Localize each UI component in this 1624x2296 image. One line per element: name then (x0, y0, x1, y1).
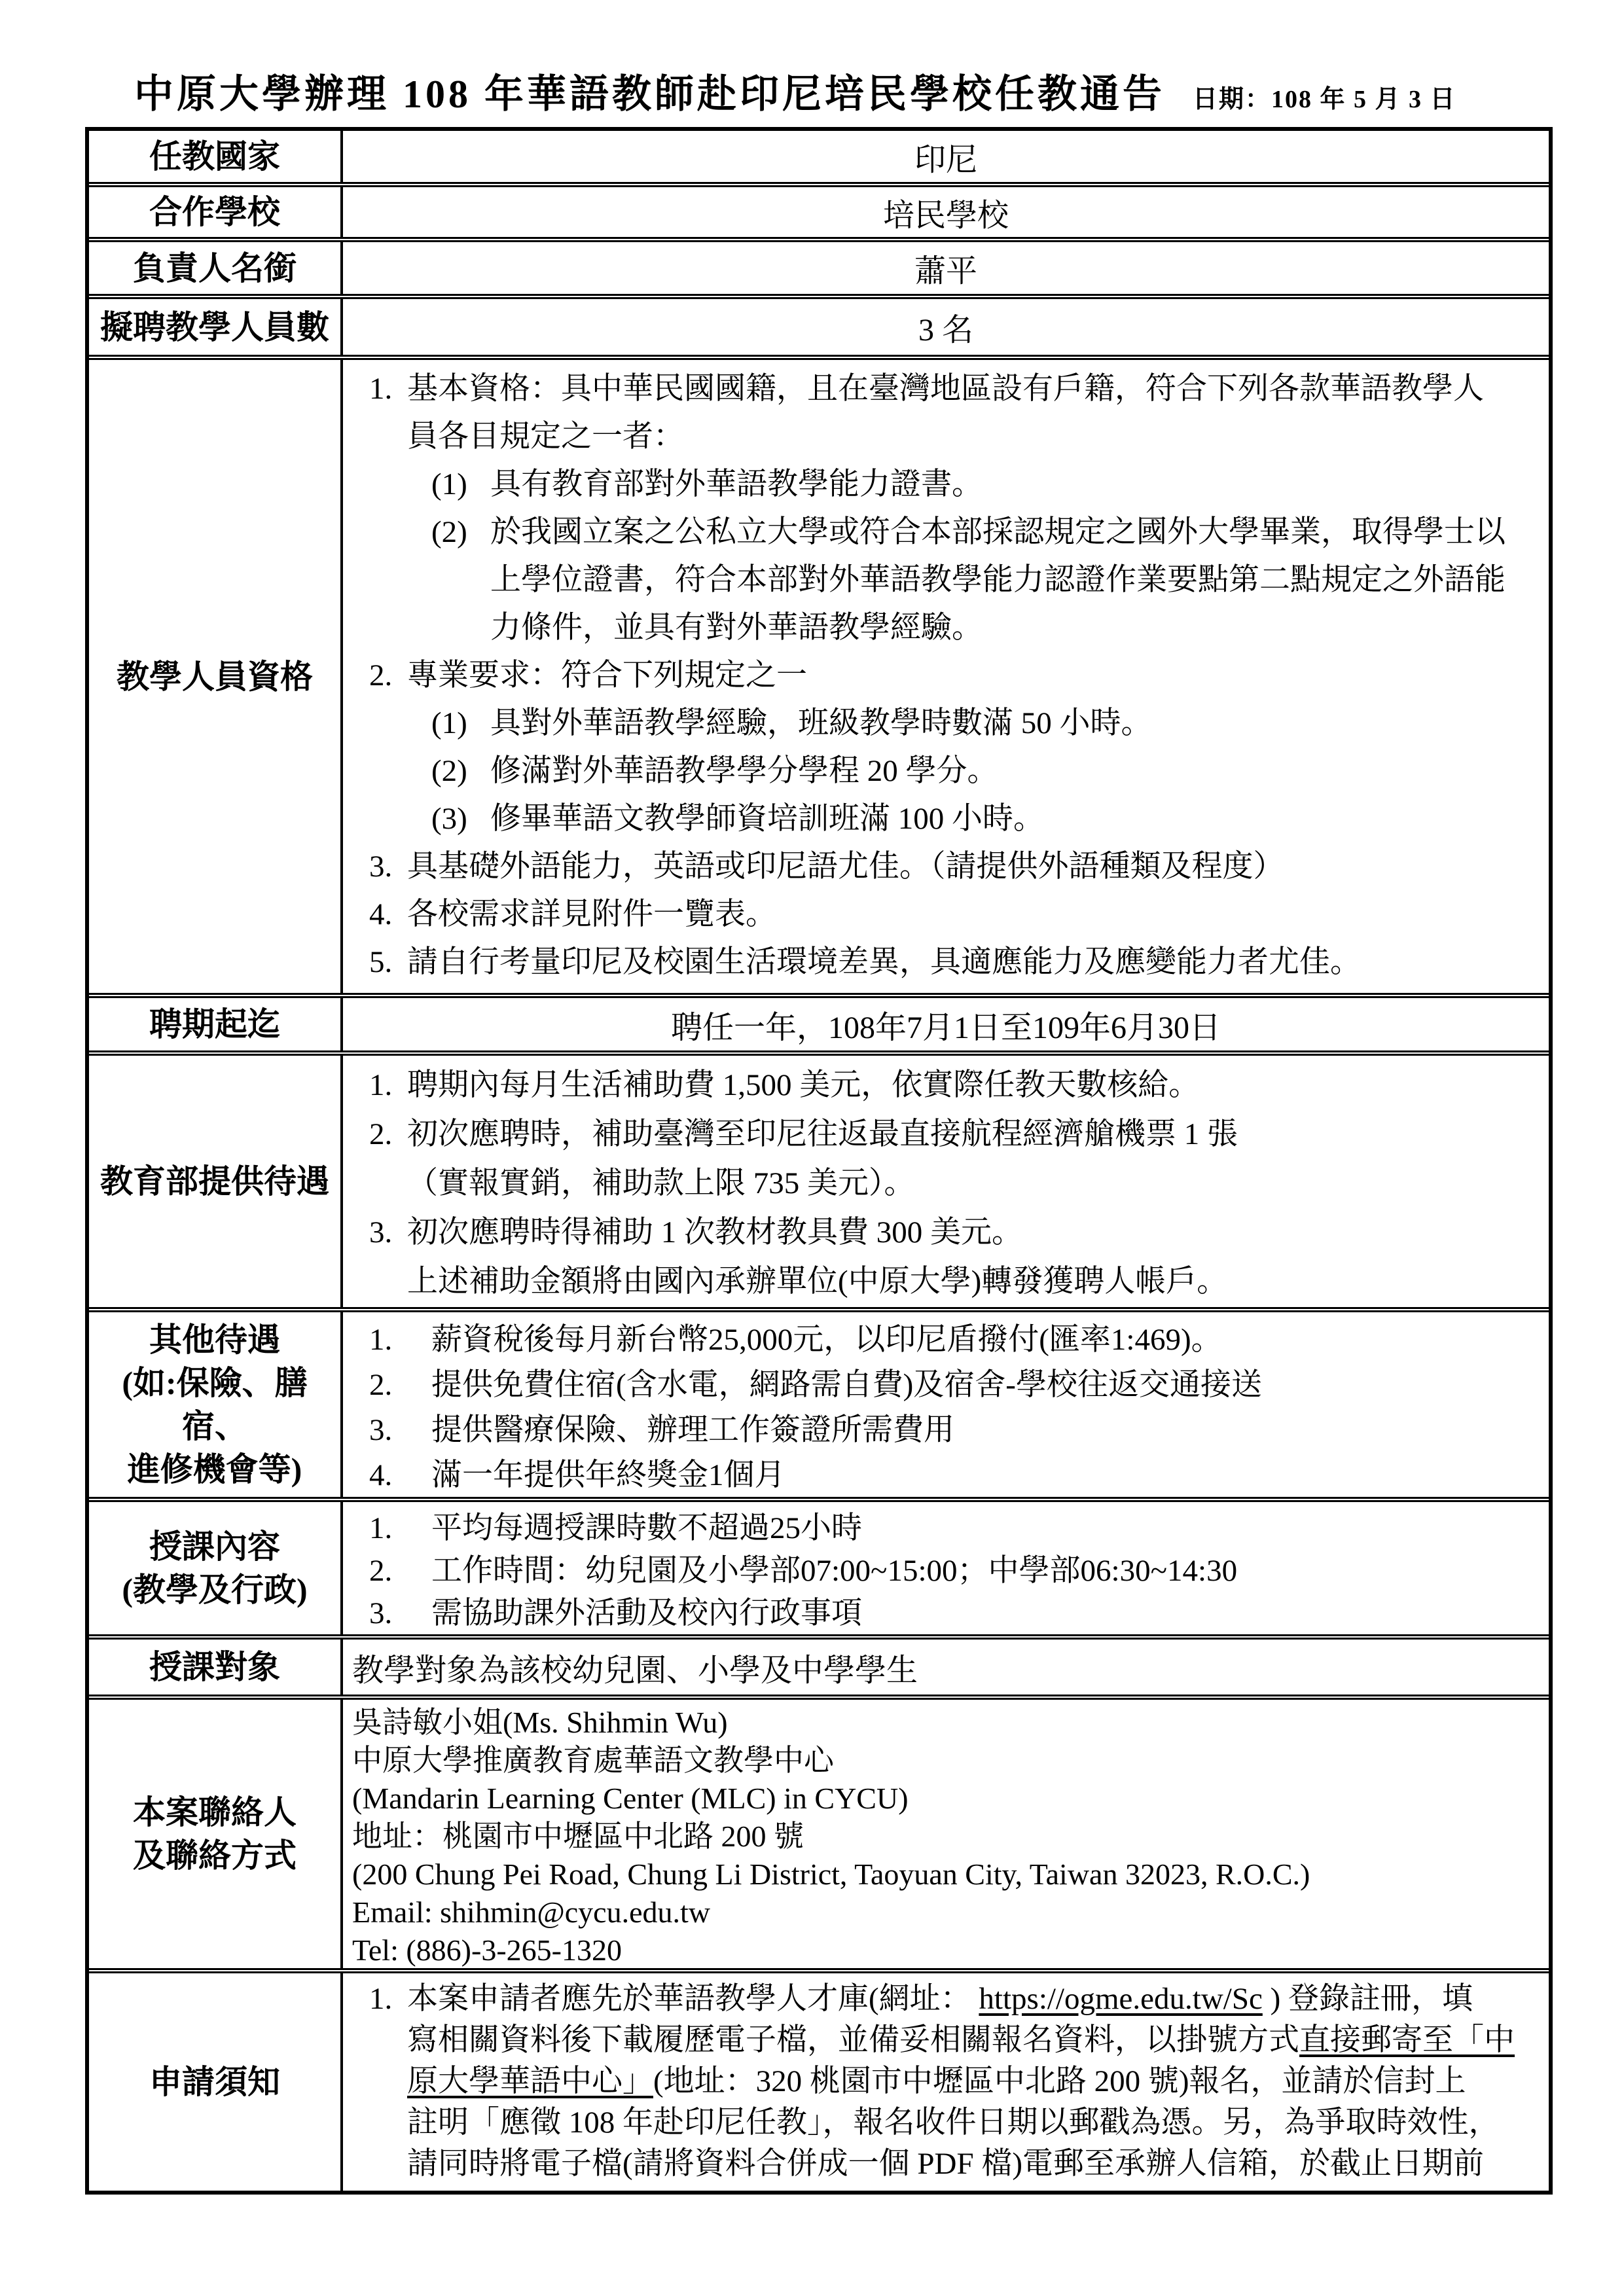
list-item-number: 1. (369, 1982, 393, 2016)
list-line (369, 1257, 1540, 1306)
list-item-text (431, 1507, 1540, 1550)
document-date: 日期：108 年 5 月 3 日 (1193, 86, 1456, 113)
table-row-headcount (89, 299, 1549, 360)
list-line (369, 1061, 1540, 1110)
text-segment: 具基礎外語能力，英語或印尼語尤佳。（請提供外語種類及程度） (407, 850, 1284, 884)
contact-line: Email: shihmin@cycu.edu.tw (352, 1895, 710, 1929)
row-label-application (89, 1973, 343, 2191)
table-row-country (89, 131, 1549, 187)
row-label-line: 及聯絡方式 (133, 1837, 297, 1874)
text-segment: 工作時間：幼兒園及小學部07:00~15:00；中學部06:30~14:30 (431, 1554, 1238, 1588)
list-line (369, 1110, 1540, 1159)
list-line (369, 1363, 1540, 1408)
list-line (369, 2102, 1540, 2144)
list-item-number: 3. (369, 1596, 393, 1630)
row-label-teaching-content (89, 1502, 343, 1634)
list-line (369, 795, 1540, 843)
row-label-line: (如:保險、膳宿、 (122, 1365, 308, 1444)
table-row-moe-benefits (89, 1056, 1549, 1312)
list-item-text (407, 1159, 1540, 1208)
row-label-school (89, 187, 343, 237)
text-segment: 修畢華語文教學師資培訓班滿 100 小時。 (490, 802, 1044, 836)
list-line (369, 747, 1540, 795)
list-item-number: 5. (369, 945, 393, 979)
list-item-text (407, 1208, 1540, 1257)
list-item-text (407, 652, 1540, 700)
list-item-number (431, 556, 490, 604)
row-label-period (89, 998, 343, 1050)
list-item-number: 2. (369, 658, 393, 692)
row-value: 3 名 (918, 313, 973, 348)
contact-line: (Mandarin Learning Center (MLC) in CYCU) (352, 1782, 909, 1815)
text-segment: 聘期內每月生活補助費 1,500 美元，依實際任教天數核給。 (407, 1068, 1200, 1102)
list-item-text (407, 2020, 1540, 2061)
list-line (369, 1507, 1540, 1550)
contact-line: 中原大學推廣教育處華語文教學中心 (352, 1744, 834, 1777)
list-item-text (407, 1061, 1540, 1110)
table-row-students (89, 1640, 1549, 1700)
row-content-other-benefits (343, 1312, 1549, 1497)
list-item-number: 1. (369, 1068, 393, 1102)
row-label-other-benefits (89, 1312, 343, 1497)
table-row-other-benefits (89, 1312, 1549, 1502)
list-item-number: 3. (369, 1413, 393, 1447)
list-item-number: 2. (369, 1368, 393, 1402)
list-item-number: (2) (431, 515, 467, 549)
list-item-text (407, 365, 1540, 413)
text-segment: 基本資格：具中華民國國籍，且在臺灣地區設有戶籍，符合下列各款華語教學人 (407, 372, 1484, 406)
table-row-qualifications (89, 360, 1549, 998)
table-row-school (89, 187, 1549, 242)
row-label-country (89, 131, 343, 182)
row-value: 教學對象為該校幼兒園、小學及中學學生 (352, 1653, 918, 1688)
list-line (369, 1318, 1540, 1363)
list-item-number: 1. (369, 1511, 393, 1545)
row-content-country (343, 131, 1549, 182)
list-item-number: 1. (369, 1323, 393, 1357)
list-item-number: (1) (431, 706, 467, 740)
row-label-qualifications (89, 360, 343, 993)
list-line (369, 1979, 1540, 2020)
text-segment: 提供免費住宿(含水電，網路需自費)及宿舍-學校往返交通接送 (431, 1368, 1262, 1402)
row-value: 培民學校 (882, 198, 1009, 233)
text-segment: 薪資稅後每月新台幣25,000元，以印尼盾撥付(匯率1:469)。 (431, 1323, 1222, 1357)
list-item-text (490, 795, 1540, 843)
list-item-text (431, 1550, 1540, 1592)
list-line (369, 891, 1540, 939)
list-item-number (369, 2020, 407, 2061)
row-label-line: 擬聘教學人員數 (100, 308, 329, 346)
text-segment: 專業要求：符合下列規定之一 (407, 658, 807, 692)
row-label-contact (89, 1700, 343, 1968)
list-item-text (407, 891, 1540, 939)
row-label-line: 本案聯絡人 (133, 1794, 297, 1831)
list-line (369, 1550, 1540, 1592)
list-item-text (431, 1318, 1540, 1363)
list-line (369, 556, 1540, 604)
list-line (369, 1453, 1540, 1498)
contact-line: 地址：桃園市中壢區中北路 200 號 (352, 1820, 804, 1853)
text-segment: 各校需求詳見附件一覽表。 (407, 897, 776, 931)
underlined-segment: 原大學華語中心」 (407, 2064, 653, 2098)
row-content-contact (343, 1700, 1549, 1968)
row-label-line: 申請須知 (149, 2064, 280, 2100)
list-item-number: 2. (369, 1554, 393, 1588)
list-item-number: 2. (369, 1117, 393, 1151)
text-segment: 寫相關資料後下載履歷電子檔，並備妥相關報名資料，以掛號方式 (407, 2023, 1299, 2057)
row-content-school (343, 187, 1549, 237)
list-item-number (369, 1257, 407, 1306)
row-label-line: 聘期起迄 (149, 1006, 280, 1043)
list-line (369, 461, 1540, 509)
list-item-text (407, 1257, 1540, 1306)
text-segment: 具有教育部對外華語教學能力證書。 (490, 467, 983, 501)
row-label-line: 其他待遇 (149, 1321, 280, 1358)
row-label-line: 進修機會等) (127, 1451, 302, 1488)
table-row-contact (89, 1700, 1549, 1973)
text-segment: 請自行考量印尼及校園生活環境差異，具適應能力及應變能力者尤佳。 (407, 945, 1361, 979)
text-segment: 初次應聘時，補助臺灣至印尼往返最直接航程經濟艙機票 1 張 (407, 1117, 1238, 1151)
text-segment: 註明「應徵 108 年赴印尼任教」，報名收件日期以郵戳為憑。另，為爭取時效性， (407, 2106, 1500, 2140)
row-value: 蕭平 (914, 254, 977, 289)
text-segment: 提供醫療保險、辦理工作簽證所需費用 (431, 1413, 954, 1447)
text-segment: 請同時將電子檔(請將資料合併成一個 PDF 檔)電郵至承辦人信箱，於截止日期前 (407, 2147, 1485, 2181)
list-item-number: (2) (431, 754, 467, 788)
row-label-line: 教育部提供待遇 (100, 1163, 329, 1200)
notice-table (85, 127, 1553, 2195)
table-row-teaching-content (89, 1502, 1549, 1640)
list-item-number: (1) (431, 467, 467, 501)
list-item-text (431, 1408, 1540, 1453)
text-segment: 力條件，並具有對外華語教學經驗。 (490, 611, 983, 645)
table-row-application (89, 1973, 1549, 2191)
row-label-line: 授課對象 (149, 1649, 280, 1685)
list-item-number: 3. (369, 850, 393, 884)
list-item-text (407, 2144, 1540, 2185)
list-line (369, 652, 1540, 700)
list-item-text (431, 1592, 1540, 1635)
row-label-line: (教學及行政) (122, 1571, 308, 1608)
list-item-number (369, 1159, 407, 1208)
contact-line: 吳詩敏小姐(Ms. Shihmin Wu) (352, 1706, 728, 1739)
page-title: 中原大學辦理 108 年華語教師赴印尼培民學校任教通告 (134, 73, 1165, 116)
list-line (369, 2020, 1540, 2061)
row-label-line: 授課內容 (149, 1528, 280, 1565)
row-content-qualifications (343, 360, 1549, 993)
row-label-moe-benefits (89, 1056, 343, 1307)
list-item-number: 4. (369, 897, 393, 931)
text-segment: 初次應聘時得補助 1 次教材教具費 300 美元。 (407, 1215, 1022, 1249)
list-item-text (407, 939, 1540, 986)
list-line (369, 1159, 1540, 1208)
list-line (369, 365, 1540, 413)
list-item-text (490, 461, 1540, 509)
text-segment: （實報實銷，補助款上限 735 美元）。 (407, 1166, 915, 1200)
row-label-line: 負責人名銜 (133, 249, 297, 287)
text-segment: 本案申請者應先於華語教學人才庫(網址： (407, 1982, 979, 2016)
text-segment: 上學位證書，符合本部對外華語教學能力認證作業要點第二點規定之外語能 (490, 563, 1506, 597)
list-line (369, 604, 1540, 652)
list-item-number: (3) (431, 802, 467, 836)
list-item-number (431, 604, 490, 652)
list-item-number (369, 2061, 407, 2102)
row-label-headcount (89, 299, 343, 355)
text-segment: 於我國立案之公私立大學或符合本部採認規定之國外大學畢業，取得學士以 (490, 515, 1506, 549)
list-item-text (490, 604, 1540, 652)
table-row-principal (89, 242, 1549, 299)
row-content-teaching-content (343, 1502, 1549, 1634)
list-item-text (490, 700, 1540, 747)
list-item-number (369, 2144, 407, 2185)
text-segment: 修滿對外華語教學學分學程 20 學分。 (490, 754, 998, 788)
underlined-segment: 直接郵寄至「中 (1299, 2023, 1515, 2057)
text-segment: ) 登錄註冊，填 (1262, 1982, 1473, 2016)
list-line (369, 700, 1540, 747)
text-segment: 平均每週授課時數不超過25小時 (431, 1511, 862, 1545)
list-item-number: 1. (369, 372, 393, 406)
text-segment: 具對外華語教學經驗，班級教學時數滿 50 小時。 (490, 706, 1152, 740)
table-row-period (89, 998, 1549, 1056)
list-item-text (490, 509, 1540, 556)
list-line (369, 509, 1540, 556)
list-line (369, 1592, 1540, 1635)
list-item-text (407, 2061, 1540, 2102)
list-item-text (490, 556, 1540, 604)
list-item-number (369, 413, 407, 461)
list-line (369, 939, 1540, 986)
row-label-line: 任教國家 (149, 138, 280, 175)
list-item-text (431, 1453, 1540, 1498)
text-segment: 需協助課外活動及校內行政事項 (431, 1596, 862, 1630)
row-label-line: 合作學校 (149, 194, 280, 230)
row-content-principal (343, 242, 1549, 294)
contact-line: (200 Chung Pei Road, Chung Li District, Taoyuan City, Taiwan 32023, R.O.C.) (352, 1857, 1310, 1891)
list-item-text (431, 1363, 1540, 1408)
text-segment: 員各目規定之一者： (407, 420, 684, 454)
list-item-text (407, 843, 1540, 891)
document-header (134, 71, 1456, 118)
row-content-headcount (343, 299, 1549, 355)
list-item-text (407, 1979, 1540, 2020)
list-item-text (407, 1110, 1540, 1159)
list-item-text (407, 2102, 1540, 2144)
row-value: 印尼 (914, 142, 977, 177)
row-content-period (343, 998, 1549, 1050)
list-line (369, 1208, 1540, 1257)
list-item-number: 4. (369, 1458, 393, 1492)
row-content-moe-benefits (343, 1056, 1549, 1307)
list-line (369, 1408, 1540, 1453)
row-label-students (89, 1640, 343, 1695)
contact-line: Tel: (886)-3-265-1320 (352, 1933, 622, 1967)
row-label-principal (89, 242, 343, 294)
list-item-text (490, 747, 1540, 795)
row-content-application (343, 1973, 1549, 2191)
list-line (369, 843, 1540, 891)
list-item-number: 3. (369, 1215, 393, 1249)
list-line (369, 413, 1540, 461)
list-line (369, 2061, 1540, 2102)
row-label-line: 教學人員資格 (117, 658, 313, 695)
ogme-url-link[interactable]: https://ogme.edu.tw/Sc (979, 1982, 1263, 2016)
row-content-students (343, 1640, 1549, 1695)
row-value: 聘任一年，108年7月1日至109年6月30日 (670, 1010, 1221, 1045)
list-item-number (369, 2102, 407, 2144)
text-segment: 上述補助金額將由國內承辦單位(中原大學)轉發獲聘人帳戶。 (407, 1265, 1228, 1299)
list-line (369, 2144, 1540, 2185)
text-segment: 滿一年提供年終獎金1個月 (431, 1458, 785, 1492)
list-item-text (407, 413, 1540, 461)
text-segment: (地址：320 桃園市中壢區中北路 200 號)報名，並請於信封上 (653, 2064, 1466, 2098)
